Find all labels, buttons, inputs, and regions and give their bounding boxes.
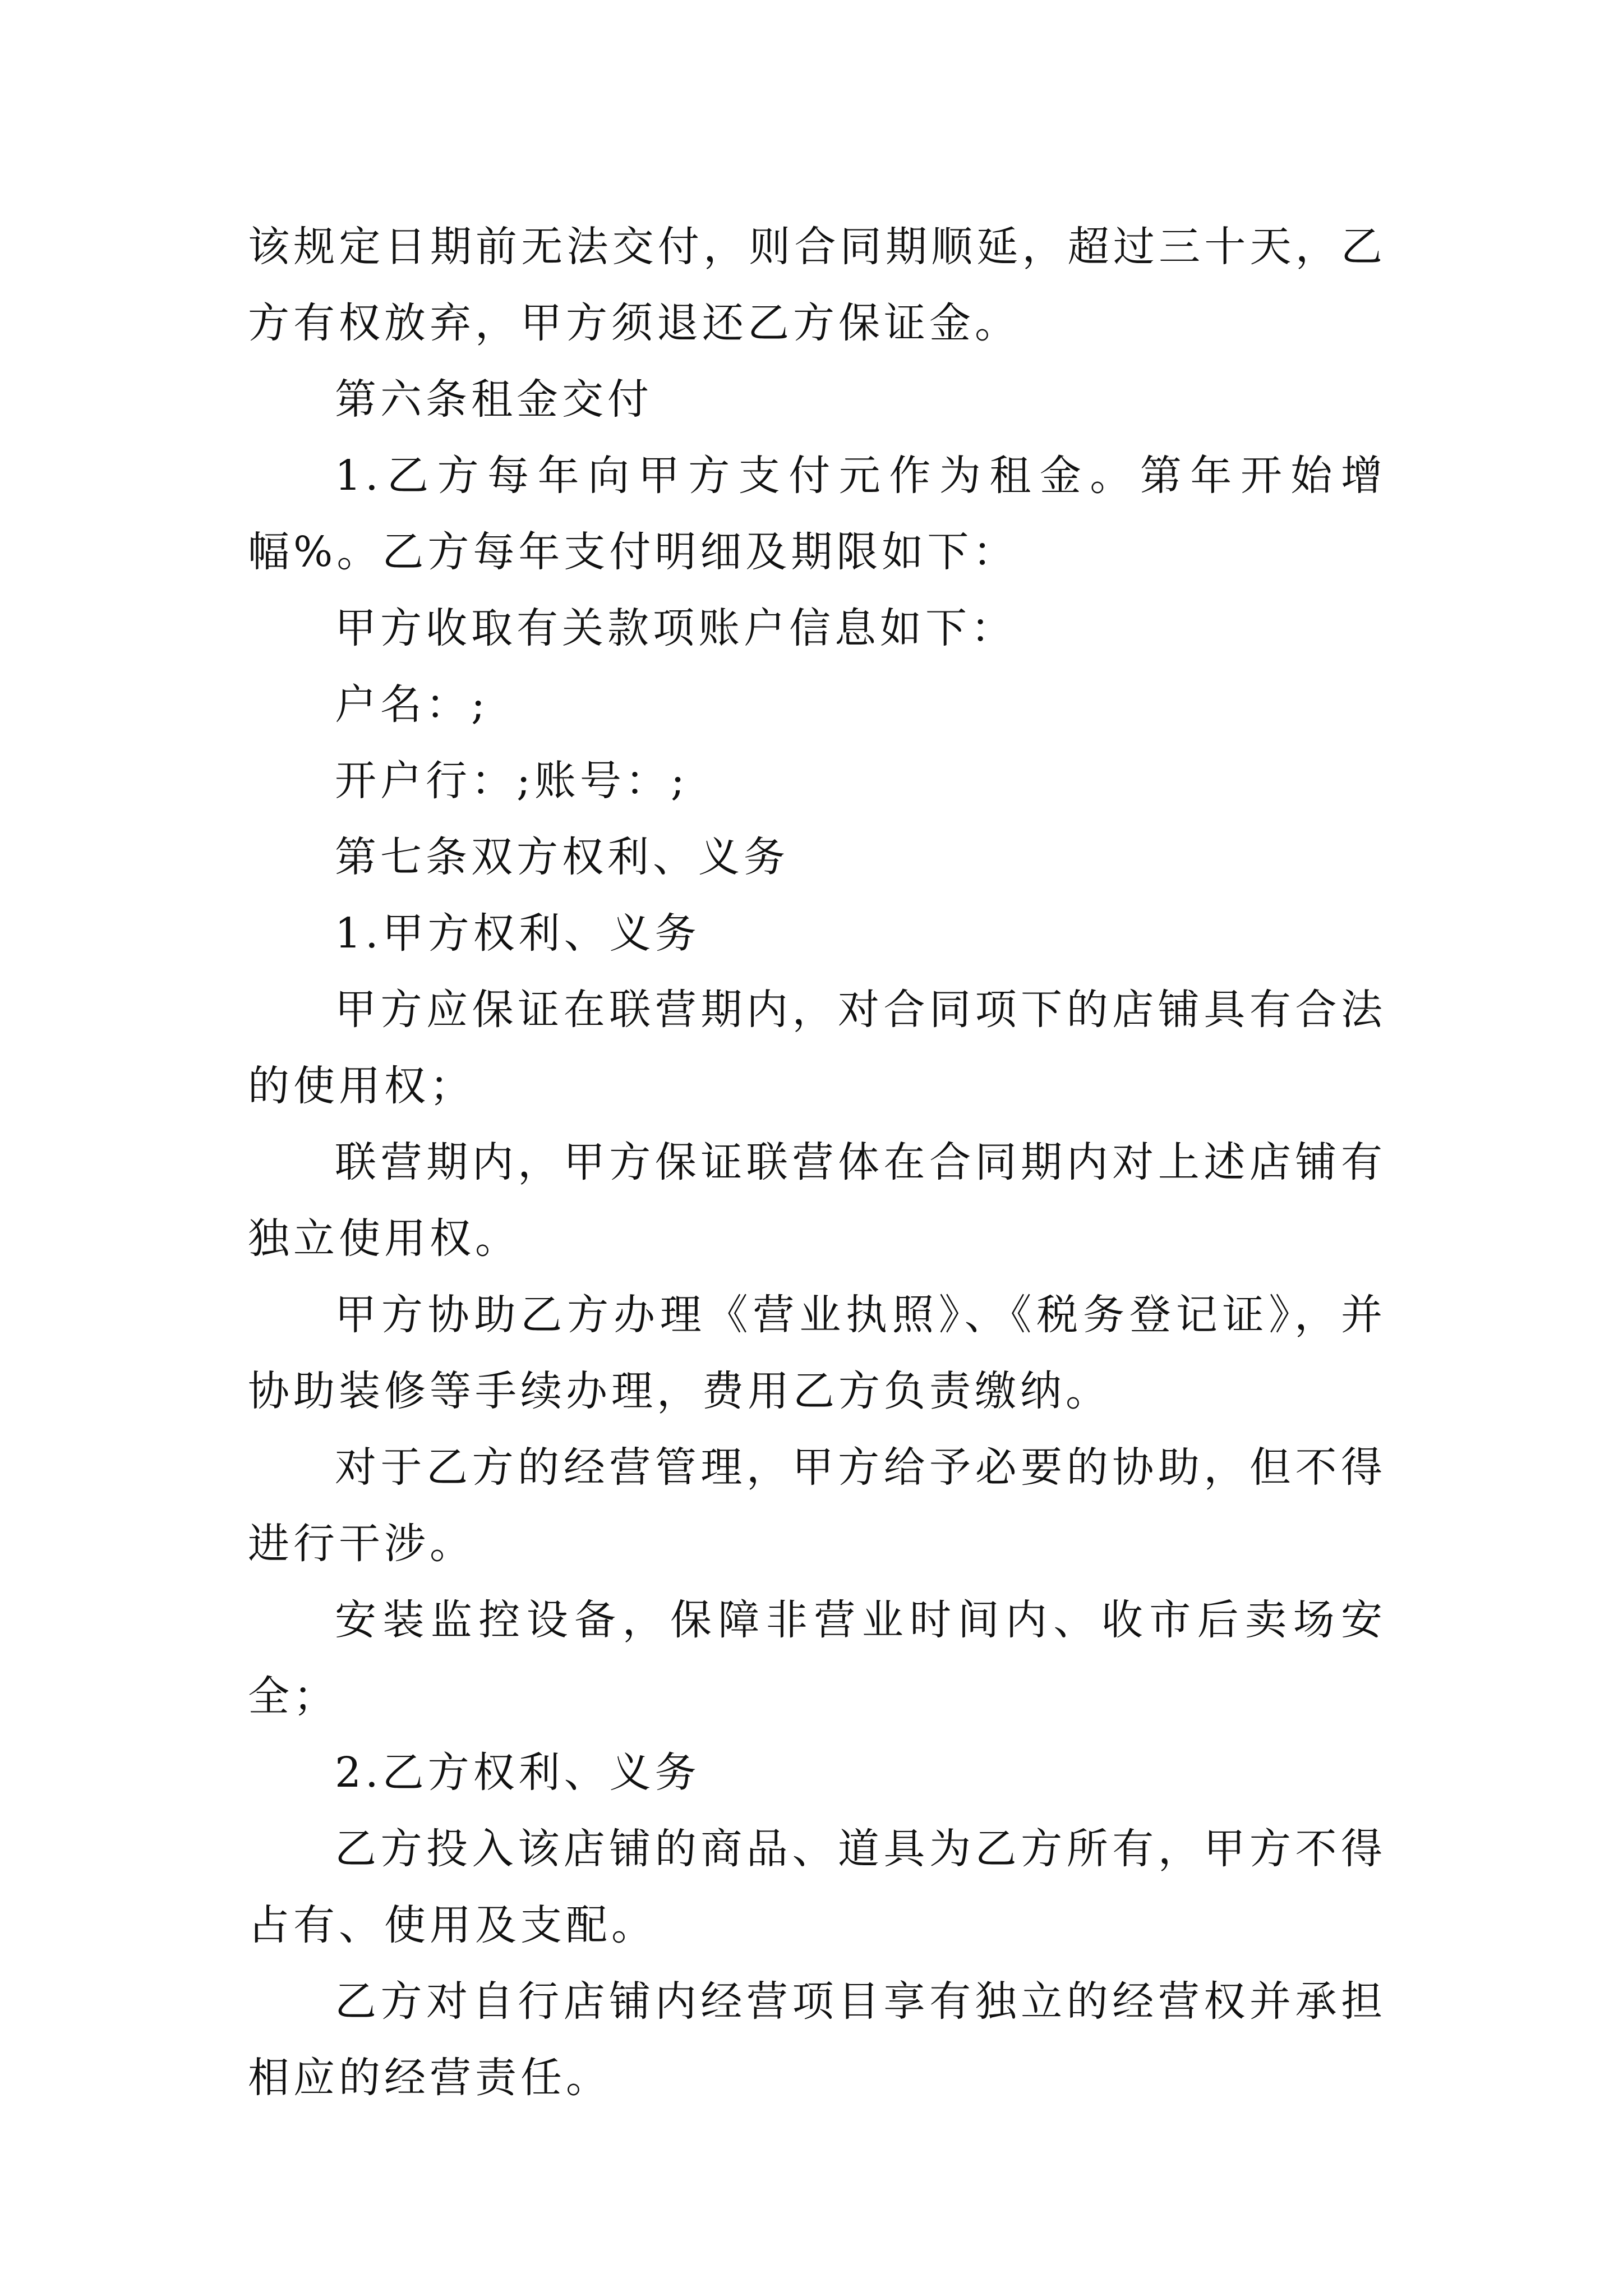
subheading-party-a-rights: 1.甲方权利、义务 [335,909,700,958]
paragraph-annual-rent: 1.乙方每年向甲方支付元作为租金。第年开始增幅%。乙方每年支付明细及期限如下： [248,452,1386,576]
paragraph-party-a-license-assist: 甲方协助乙方办理《营业执照》、《税务登记证》，并协助装修等手续办理，费用乙方负责缴纳。 [248,1291,1386,1415]
paragraph-party-a-use-right: 甲方应保证在联营期内，对合同项下的店铺具有合法的使用权； [248,986,1386,1110]
paragraph-party-a-no-interference: 对于乙方的经营管理，甲方给予必要的协助，但不得进行干涉。 [248,1443,1386,1568]
field-account-name: 户名：; [335,680,489,729]
subheading-party-b-rights: 2.乙方权利、义务 [335,1749,700,1797]
paragraph-account-info: 甲方收取有关款项账户信息如下： [335,604,1016,652]
paragraph-delivery-delay: 该规定日期前无法交付，则合同期顺延，超过三十天，乙方有权放弃，甲方须退还乙方保证金。 [248,223,1386,347]
paragraph-party-b-operation-right: 乙方对自行店铺内经营项目享有独立的经营权并承担相应的经营责任。 [248,1977,1386,2102]
heading-article-6-rent-payment: 第六条租金交付 [335,375,653,424]
field-bank-and-account: 开户行：;账号：; [335,757,689,805]
contract-body [248,209,1386,2116]
heading-article-7-rights-obligations: 第七条双方权利、义务 [335,833,789,881]
paragraph-party-a-monitoring: 安装监控设备，保障非营业时间内、收市后卖场安全； [248,1596,1386,1720]
paragraph-party-b-goods-ownership: 乙方投入该店铺的商品、道具为乙方所有，甲方不得占有、使用及支配。 [248,1825,1386,1949]
paragraph-party-a-independent-use: 联营期内，甲方保证联营体在合同期内对上述店铺有独立使用权。 [248,1138,1386,1263]
